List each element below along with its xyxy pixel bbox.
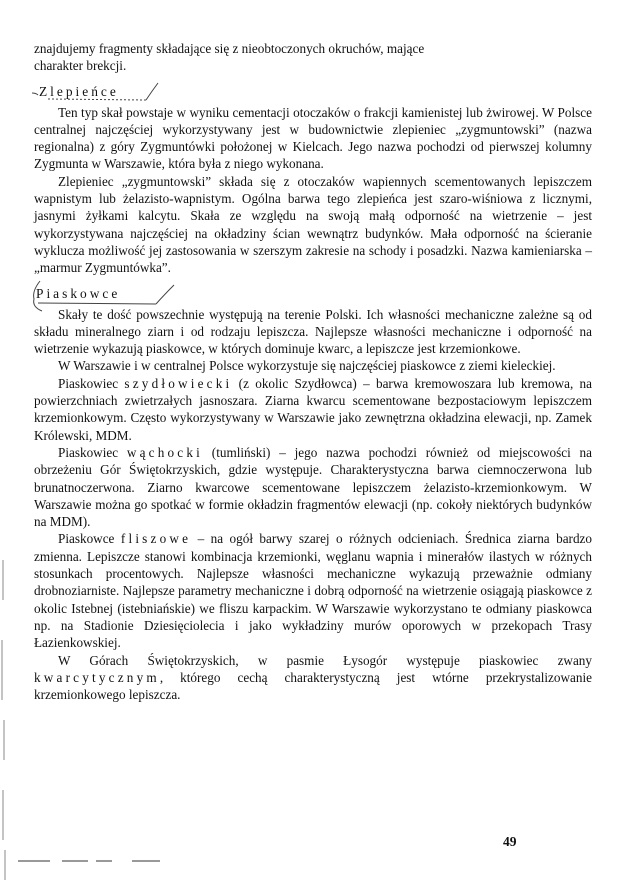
- paragraph: Ten typ skał powstaje w wyniku cementacji otoczaków o frakcji kamienistej lub żwirowej. W Polsce centralnej najczęściej wykorzystywany jest w budownictwie zlepieniec „zygmuntowski” (nazwa regionalna) z góry Zygmuntówki położonej w Kielcach. Jego nazwa pochodzi od pierwszej kolumny Zygmunta w Warszawie, która była z niego wykonana.: [34, 104, 592, 172]
- paragraph: Zlepieniec „zygmuntowski” składa się z otoczaków wapiennych scementowanych lepiszczem wapnistym lub żelazisto-wapnistym. Ogólna barwa tego zlepieńca jest szaro-wiśniowa z licznymi, jasnymi żyłkami kalcytu. Skała ze względu na swoją małą odporność na wietrzenie – jest wykorzystywana najczęściej na okładziny ścian wewnątrz budynków. Mała odporność na ścieranie wyklucza możliwość jej zastosowania w szerszym zakresie na schody i posadzki. Nazwa kamieniarska – „marmur Zygmuntówka”.: [34, 173, 592, 276]
- spaced-term: kwarcytycznym: [34, 669, 160, 685]
- section-heading-zlepience: [34, 83, 592, 101]
- paragraph-lead: Piaskowiec: [58, 444, 119, 460]
- document-page: [34, 40, 592, 703]
- paragraph: [34, 652, 592, 704]
- paragraph: Skały te dość powszechnie występują na terenie Polski. Ich własności mechaniczne zależne są od składu mineralnego ziarn i od rodzaju lepiszcza. Najlepsze własności mechaniczne i odporność na wietrzenie wykazują piaskowce, w których dominuje kwarc, a lepiszcze jest krzemionkowe.: [34, 306, 592, 357]
- paragraph: [34, 375, 592, 444]
- paragraph-text: – na ogół barwy szarej o różnych odcieniach. Średnica ziarna bardzo zmienna. Lepiszcze stanowi kombinacja krzemionki, węglanu wapnia i minerałów ilastych w różnych stosunkach procentowych. Najlepsze własności mechaniczne wykazują przeważnie odmiany drobnoziarniste. Najlepsze parametry mechaniczne i dobrą odporność na wietrzenie osiągają piaskowce z okolic Istebnej (istebniańskie) we fliszu karpackim. W Warszawie wykorzystano te odmiany piaskowca np. na Stadionie Dziesięciolecia i jako wykładziny murów oporowych w przekopach Trasy Łazienkowskiej.: [34, 531, 592, 651]
- section-heading-piaskowce: [34, 285, 592, 303]
- paragraph: [34, 530, 592, 651]
- intro-paragraph: [34, 40, 592, 75]
- heading-text: Piaskowce: [36, 285, 121, 301]
- scan-edge-marks: [0, 0, 12, 893]
- spaced-term: szydłowiecki: [124, 375, 233, 391]
- paragraph-lead: Piaskowiec: [58, 375, 119, 391]
- intro-line-2: charakter brekcji.: [34, 58, 127, 74]
- page-number: 49: [503, 834, 517, 849]
- paragraph-lead: W Górach Świętokrzyskich, w pasmie Łysogór występuje piaskowiec zwany: [58, 652, 592, 668]
- paragraph-lead: Piaskowce: [58, 531, 115, 547]
- paragraph: [34, 444, 592, 530]
- spaced-term: wąchocki: [126, 444, 204, 460]
- paragraph-text: (tumliński) – jego nazwa pochodzi również od miejscowości na obrzeżeniu Gór Świętokrzyskich, gdzie występuje. Charakterystyczna barwa ciemnoczerwona lub brunatnoczerwona. Ziarno kwarcowe scementowane lepiszczem żelazisto-krzemionkowym. W Warszawie można go spotkać w formie okładzin fragmentów elewacji (np. cokoły niektórych budynków na MDM).: [34, 444, 592, 530]
- spaced-term: fliszowe: [120, 531, 192, 547]
- paragraph: W Warszawie i w centralnej Polsce wykorzystuje się najczęściej piaskowce z ziemi kieleckiej.: [58, 358, 556, 374]
- heading-text: Zlepieńce: [39, 83, 119, 99]
- scan-bottom-rule: [0, 858, 180, 864]
- paragraph-text: , którego cechą charakterystyczną jest wtórne przekrystalizowanie krzemionkowego lepiszcza.: [34, 669, 592, 703]
- intro-line-1: znajdujemy fragmenty składające się z nieobtoczonych okruchów, mające: [34, 41, 425, 56]
- paragraph-text: (z okolic Szydłowca) – barwa kremowoszara lub kremowa, na powierzchniach zwietrzałych jasnoszara. Ziarna kwarcu scementowane bezpostaciowym lepiszczem krzemionkowym. Często wykorzystywany w Warszawie jako zewnętrzna okładzina elewacji, np. Zamek Królewski, MDM.: [34, 375, 592, 443]
